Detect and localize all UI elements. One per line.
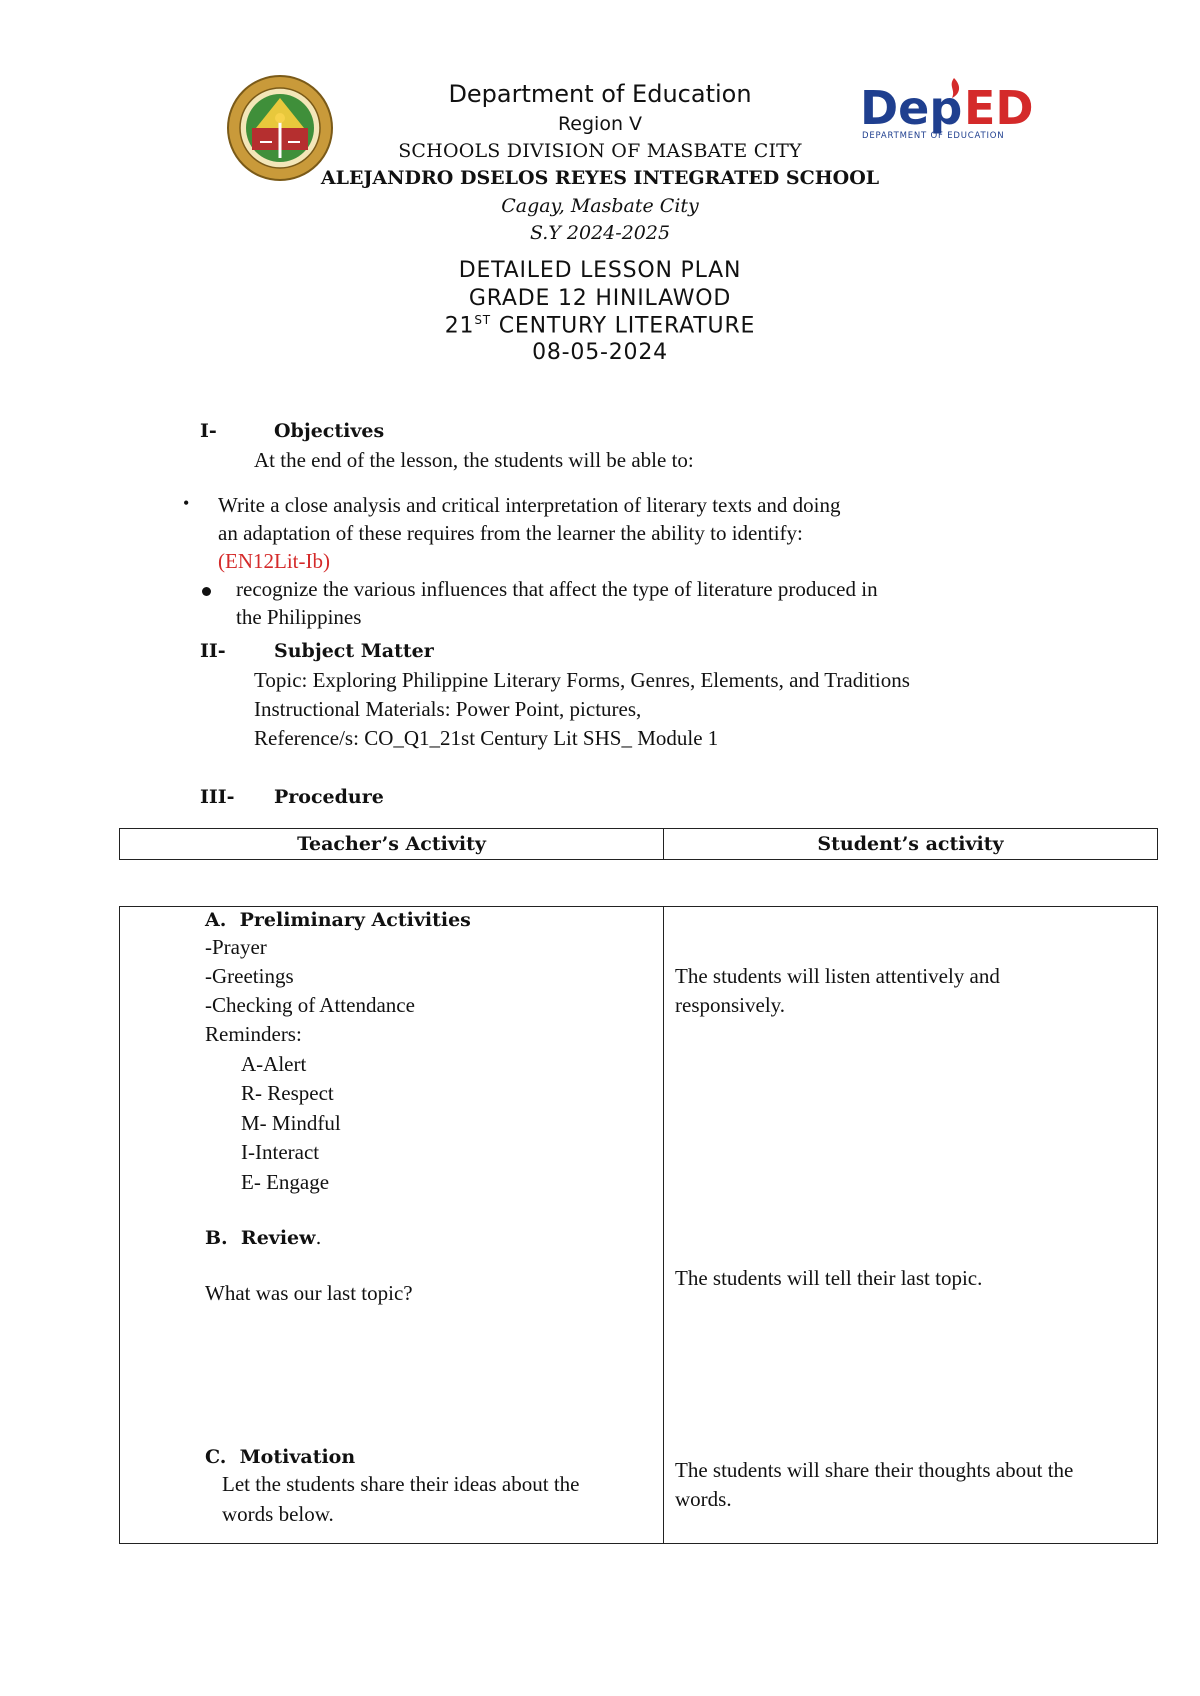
objective-item-2: recognize the various influences that affect the type of literature produced in [236,577,878,601]
procedure-heading: Procedure [274,786,384,808]
school-year: S.Y 2024-2025 [529,222,671,244]
student-activity-cell [664,907,1158,1544]
objective-item-1: Write a close analysis and critical interpretation of literary texts and doing [218,493,841,517]
student-response-a-cont: responsively. [675,993,786,1017]
student-response-c: The students will share their thoughts about the [675,1458,1074,1482]
reminder-item: I-Interact [241,1140,320,1164]
subject-matter-heading: Subject Matter [274,640,434,662]
procedure-header-table [119,828,1158,860]
materials-line: Instructional Materials: Power Point, pictures, [254,697,642,721]
teacher-activity-cell [120,907,664,1544]
teacher-activity-header: Teacher’s Activity [120,829,664,860]
student-response-b: The students will tell their last topic. [675,1266,983,1290]
svg-text:DEPARTMENT OF EDUCATION: DEPARTMENT OF EDUCATION [862,131,1005,141]
region-name: Region V [557,113,643,135]
objectives-numeral: I- [200,420,217,442]
bullet-icon: • [183,493,190,513]
competency-code: (EN12Lit-Ib) [218,549,330,573]
procedure-table [119,906,1158,1544]
plan-title: DETAILED LESSON PLAN [458,258,742,283]
objectives-heading: Objectives [274,420,385,442]
list-item: -Checking of Attendance [205,993,415,1017]
reminder-item: A-Alert [241,1052,307,1076]
bullet-icon [202,587,211,596]
department-name: Department of Education [448,80,752,108]
svg-text:ED: ED [964,81,1034,135]
reminder-item: E- Engage [241,1170,330,1194]
objective-item-2-cont: the Philippines [236,605,362,629]
student-response-c-cont: words. [675,1487,732,1511]
subject-matter-numeral: II- [200,640,226,662]
procedure-numeral: III- [200,786,235,808]
lesson-date: 08-05-2024 [532,340,668,365]
review-question: What was our last topic? [205,1281,413,1305]
grade-section: GRADE 12 HINILAWOD [468,286,732,311]
reminder-item: R- Respect [241,1081,334,1105]
school-address: Cagay, Masbate City [501,195,699,217]
svg-text:Dep: Dep [860,81,963,135]
list-item: -Greetings [205,964,294,988]
section-c-label: C. Motivation [205,1446,356,1468]
references-line: Reference/s: CO_Q1_21st Century Lit SHS_ Module 1 [254,726,719,750]
motivation-text: Let the students share their ideas about the [222,1472,580,1496]
student-activity-header: Student’s activity [664,829,1158,860]
division-name: SCHOOLS DIVISION OF MASBATE CITY [398,140,802,162]
objective-item-1-cont: an adaptation of these requires from the learner the ability to identify: [218,521,803,545]
list-item: -Prayer [205,935,267,959]
section-a-label: A. Preliminary Activities [205,909,471,931]
topic-line: Topic: Exploring Philippine Literary Forms, Genres, Elements, and Traditions [254,668,910,692]
section-b-label: B. Review. [205,1227,322,1249]
objectives-intro: At the end of the lesson, the students will be able to: [254,448,694,472]
reminder-item: M- Mindful [241,1111,341,1135]
subject-title: 21ST CENTURY LITERATURE [444,313,756,339]
reminders-label: Reminders: [205,1022,302,1046]
school-name: ALEJANDRO DSELOS REYES INTEGRATED SCHOOL [320,167,880,189]
motivation-text-cont: words below. [222,1502,334,1526]
student-response-a: The students will listen attentively and [675,964,1000,988]
